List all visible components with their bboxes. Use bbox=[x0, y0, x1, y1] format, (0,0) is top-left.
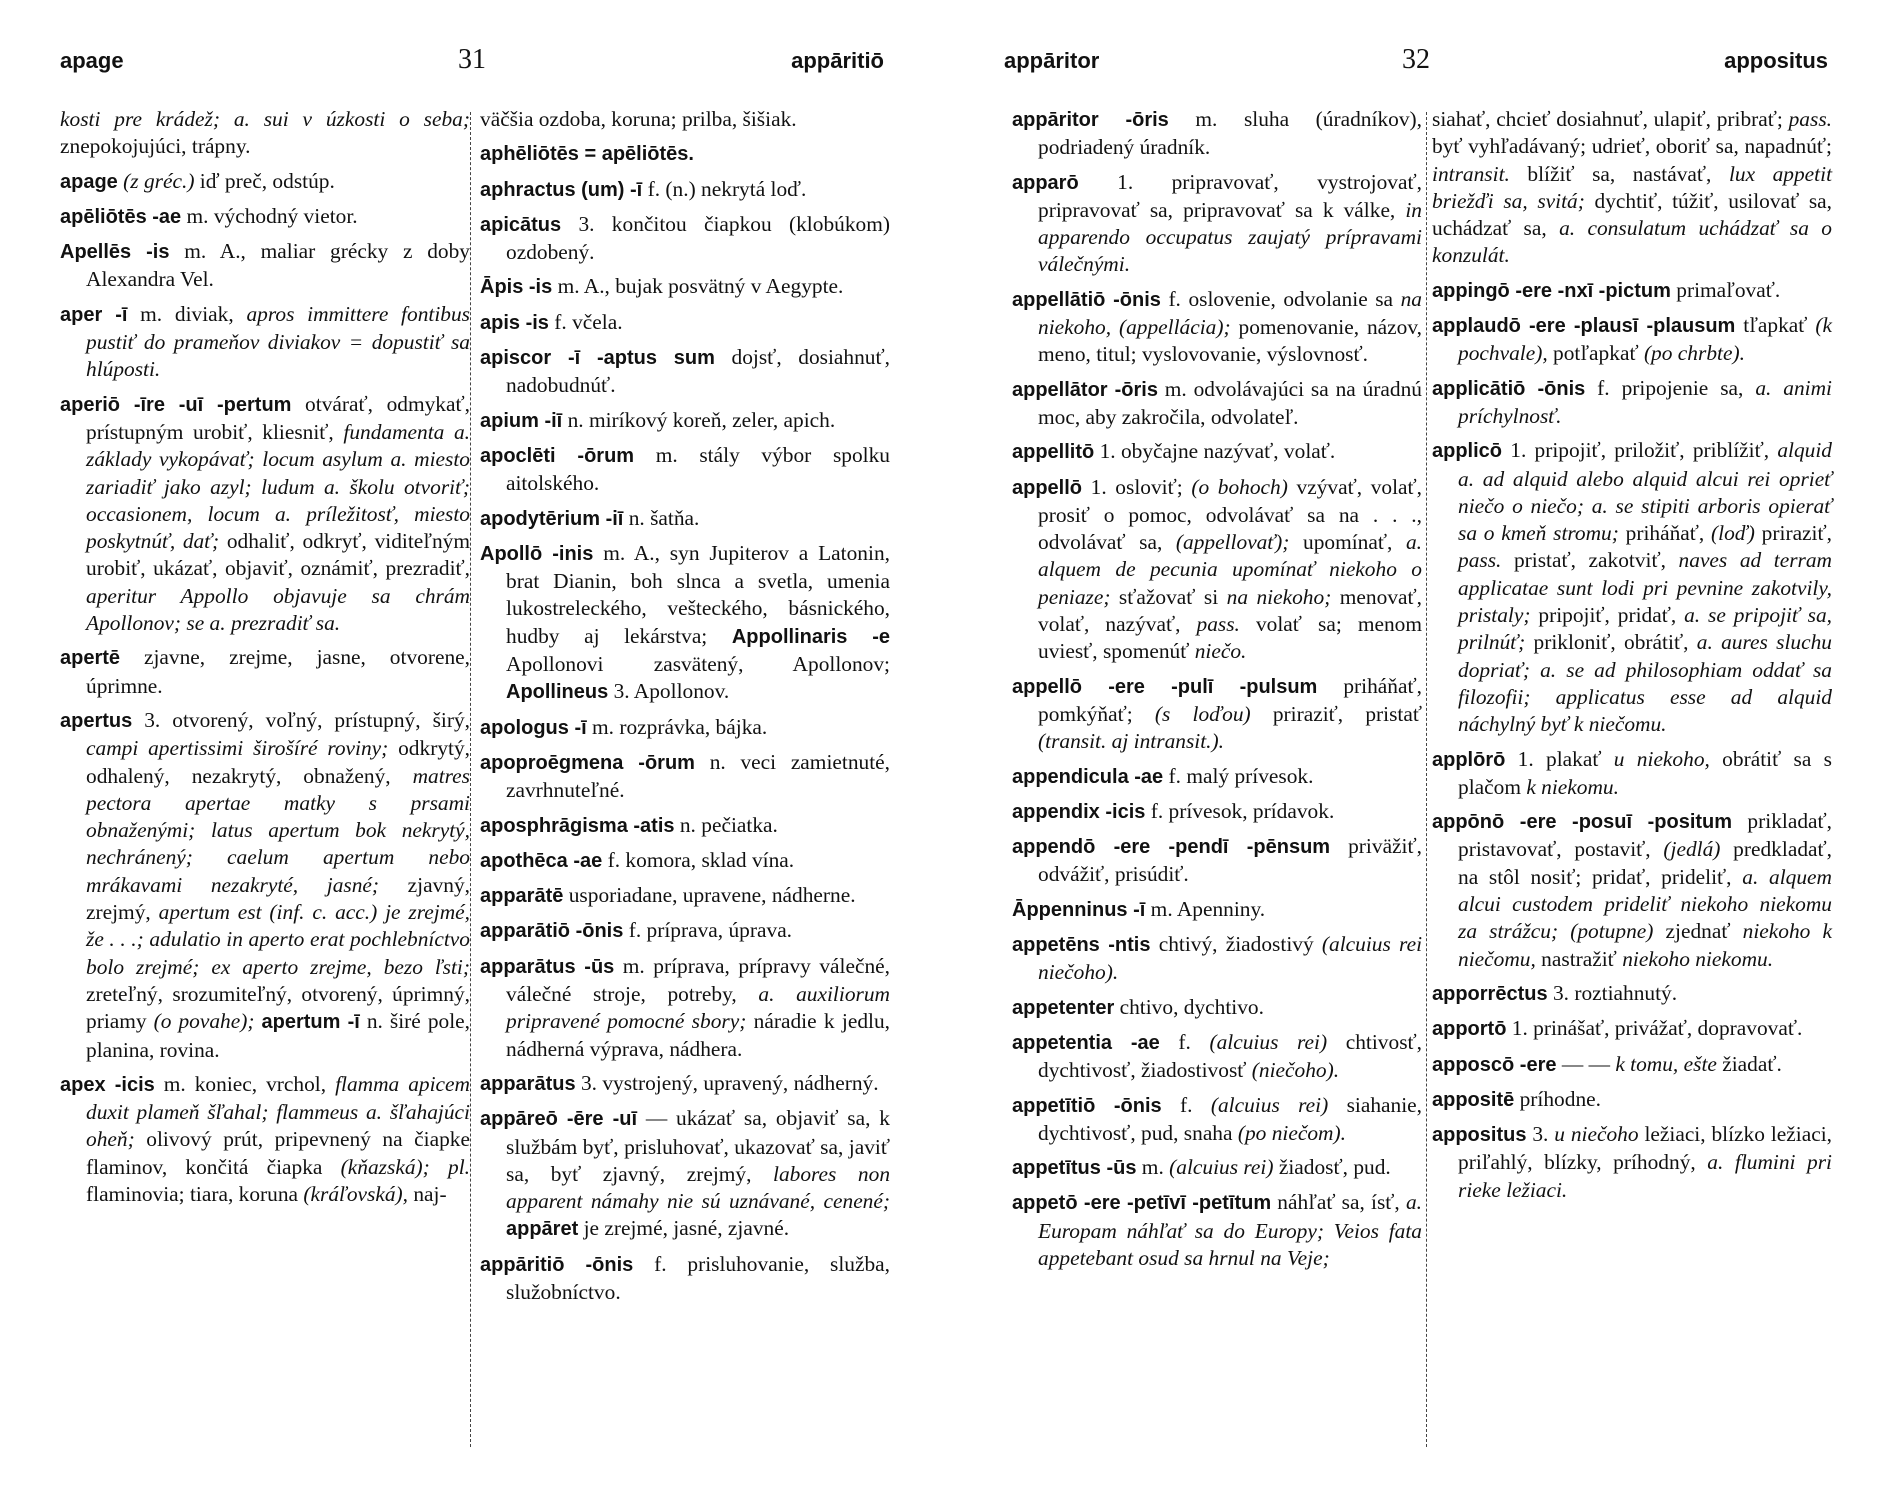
header-guide-word-left: apage bbox=[60, 48, 124, 73]
dictionary-entry-apiscor: apiscor -ī -aptus sum dojsť, dosiahnuť, nadobudnúť. bbox=[480, 345, 890, 398]
dictionary-entry-aperte: apertē zjavne, zrejme, jasne, otvorene, úprimne. bbox=[60, 645, 470, 698]
page-header bbox=[1004, 44, 1828, 80]
page-header bbox=[60, 44, 884, 80]
dictionary-entry-apertus: apertus 3. otvorený, voľný, prístupný, širý, campi apertissimi širošíré roviny; odkrytý, odhalený, nezakrytý, obnažený, matres pectora apertae matky s prsami obnaženými; latus apertum bok nekrytý, nechránený; caelum apertum nebo mrákavami nezakryté, jasné; zjavný, zrejmý, apertum est (inf. c. acc.) je zrejmé, že . . .; adulatio in aperto erat pochlebníctvo bolo zrejmé; ex aperto zrejme, bezo ľsti; zreteľný, srozumiteľný, otvorený, úprimný, priamy (o povahe); apertum -ī n. širé pole, planina, rovina. bbox=[60, 707, 470, 1062]
dictionary-entry-apis: apis -is f. včela. bbox=[480, 309, 623, 334]
dictionary-entry-apage: apage (z gréc.) iď preč, odstúp. bbox=[60, 168, 335, 193]
dictionary-entry-appetenter: appetenter chtivo, dychtivo. bbox=[1012, 994, 1264, 1019]
right-page-column-1 bbox=[1012, 106, 1422, 1279]
dictionary-entry-appenninus: Āppenninus -ī m. Apenniny. bbox=[1012, 896, 1266, 921]
dictionary-entry-appeto: appetō -ere -petīvī -petītum náhľať sa, ísť, a. Europam náhľať sa do Europy; Veios fata appetebant osud sa hrnul na Veje; bbox=[1012, 1190, 1422, 1270]
dictionary-entry-applicatio: applicātiō -ōnis f. pripojenie sa, a. animi príchylnosť. bbox=[1432, 375, 1833, 428]
dictionary-entry-appetitio: appetītiō -ōnis f. (alcuius rei) siahanie, dychtivosť, pud, snaha (po niečom). bbox=[1012, 1092, 1423, 1145]
dictionary-entry-appetens: appetēns -ntis chtivý, žiadostivý (alcuius rei niečoho). bbox=[1012, 932, 1423, 985]
dictionary-entry-apex: apex -icis m. koniec, vrchol, flamma apicem duxit plameň šľahal; flammeus a. šľahajúci oheň; olivový prút, pripevnený na čiapke flaminov, končitá čiapka (kňazská); pl. flaminovia; tiara, koruna (kráľovská), naj- bbox=[60, 1071, 470, 1206]
dictionary-entry-apodyterium: apodytērium -iī n. šatňa. bbox=[480, 505, 700, 530]
dictionary-entry-apis-m: Āpis -is m. A., bujak posvätný v Aegypte. bbox=[480, 274, 844, 299]
dictionary-entry-apporto: apportō 1. prinášať, privážať, dopravovať. bbox=[1432, 1016, 1803, 1041]
dictionary-entry-apporrectus: apporrēctus 3. roztiahnutý. bbox=[1432, 980, 1678, 1005]
header-guide-word-right: appositus bbox=[1724, 48, 1828, 73]
dictionary-entry-aper: aper -ī m. diviak, apros immittere fontibus pustiť do prameňov diviakov = dopustiť sa hlúposti. bbox=[60, 301, 470, 382]
dictionary-entry-appellito: appellitō 1. obyčajne nazývať, volať. bbox=[1012, 439, 1336, 464]
dictionary-entry-apollo: Apollō -inis m. A., syn Jupiterov a Latonin, brat Dianin, boh slnca a svetla, umenia lukostreleckého, vešteckého, básnického, hudby aj lekárstva; Appollinaris -e Apollonovi zasvätený, Apollonov; Apollineus 3. Apollonov. bbox=[480, 540, 891, 704]
dictionary-entry-apicatus: apicātus 3. končitou čiapkou (klobúkom) ozdobený. bbox=[480, 211, 890, 265]
right-page-column-2 bbox=[1432, 106, 1832, 1211]
dictionary-entry-aperio: aperiō -īre -uī -pertum otvárať, odmykať, prístupným urobiť, kliesniť, fundamenta a. základy vykopávať; locum asylum a. miesto zariadiť jako azyl; ludum a. školu otvoriť; occasionem, locum a. príležitosť, miesto poskytnúť, dať; odhaliť, odkryť, viditeľným urobiť, ukázať, objaviť, oznámiť, prezradiť, aperitur Appollo objavuje sa chrám Apollonov; se a. prezradiť sa. bbox=[60, 391, 471, 636]
dictionary-entry-apparo: apparō 1. pripravovať, vystrojovať, pripravovať sa, pripravovať sa k válke, in apparendo occupatus zaujatý prípravami válečnými. bbox=[1012, 169, 1422, 277]
dictionary-entry-kosti: kosti pre krádež; a. sui v úzkosti o seba; znepokojujúci, trápny. bbox=[60, 107, 470, 159]
dictionary-entry-appendicula: appendicula -ae f. malý prívesok. bbox=[1012, 763, 1314, 788]
dictionary-entry-applaudo: applaudō -ere -plausī -plausum tľapkať (k pochvale), potľapkať (po chrbte). bbox=[1432, 313, 1832, 366]
dictionary-entry-appendo: appendō -ere -pendī -pēnsum priväžiť, odvážiť, prisúdiť. bbox=[1012, 834, 1422, 887]
dictionary-entry-apparatio: apparātiō -ōnis f. príprava, úprava. bbox=[480, 918, 793, 943]
dictionary-entry-appareo: appāreō -ēre -uī — ukázať sa, objaviť sa, k službám byť, prisluhovať, ukazovať sa, javiť sa, byť zjavný, zrejmý, labores non apparent námahy nie sú uznávané, cenené; appāret je zrejmé, jasné, zjavné. bbox=[480, 1106, 891, 1241]
dictionary-entry-appono: appōnō -ere -posuī -positum prikladať, pristavovať, postaviť, (jedlá) predkladať, na stôl nosiť; pridať, prideliť, a. alquem alcui custodem prideliť niekoho niekomu za strážcu; (potupne) zjednať niekoho k niečomu, nastražiť niekoho niekomu. bbox=[1432, 809, 1832, 971]
dictionary-entry-apotheca: apothēca -ae f. komora, sklad vína. bbox=[480, 847, 795, 872]
left-page-column-2 bbox=[480, 106, 890, 1313]
dictionary-entry-aphractus: aphractus (um) -ī f. (n.) nekrytá loď. bbox=[480, 176, 807, 201]
dictionary-entry-apposco: apposcō -ere — — k tomu, ešte žiadať. bbox=[1432, 1051, 1782, 1076]
dictionary-entry-apparitio: appāritiō -ōnis f. prisluhovanie, služba, služobníctvo. bbox=[480, 1251, 890, 1304]
dictionary-entry-apparatus1: apparātus -ūs m. príprava, prípravy válečné, válečné stroje, potreby, a. auxiliorum pripravené pomocné sbory; náradie k jedlu, nádherná výprava, nádhera. bbox=[480, 953, 890, 1061]
dictionary-entry-appendix: appendix -icis f. prívesok, prídavok. bbox=[1012, 798, 1335, 823]
dictionary-entry-appello1: appellō 1. osloviť; (o bohoch) vzývať, volať, prosiť o pomoc, odvolávať sa na . . ., odvolávať sa, (appellovať); upomínať, a. alquem de pecunia upomínať niekoho o peniaze; sťažovať si na niekoho; menovať, volať, nazývať, pass. volať sa; menom uviesť, spomenúť niečo. bbox=[1012, 474, 1423, 664]
right-page bbox=[944, 0, 1888, 1500]
dictionary-entry-apposite: appositē príhodne. bbox=[1432, 1086, 1601, 1111]
dictionary-entry-apocleti: apoclēti -ōrum m. stály výbor spolku aitolského. bbox=[480, 442, 890, 496]
dictionary-entry-appellatio: appellātiō -ōnis f. oslovenie, odvolanie sa na niekoho, (appellácia); pomenovanie, názov, meno, titul; vyslovovanie, výslovnosť. bbox=[1012, 286, 1422, 367]
dictionary-entry-appositus: appositus 3. u niečoho ležiaci, blízko ležiaci, priľahlý, blízky, príhodný, a. flumini pri rieke ležiaci. bbox=[1432, 1122, 1832, 1202]
dictionary-entry-apoproegmena: apoproēgmena -ōrum n. veci zamietnuté, zavrhnuteľné. bbox=[480, 749, 891, 803]
dictionary-entry-apparitor: appāritor -ōris m. sluha (úradníkov), podriadený úradník. bbox=[1012, 107, 1422, 160]
header-guide-word-right: appāritiō bbox=[791, 48, 884, 73]
dictionary-entry-apeliotes: apēliōtēs -ae m. východný vietor. bbox=[60, 203, 358, 228]
dictionary-entry-apelles: Apellēs -is m. A., maliar grécky z doby Alexandra Vel. bbox=[60, 239, 470, 292]
dictionary-entry-vacsia: väčšia ozdoba, koruna; prilba, šišiak. bbox=[480, 107, 797, 131]
dictionary-entry-aploro: applōrō 1. plakať u niekoho, obrátiť sa s plačom k niekomu. bbox=[1432, 746, 1832, 799]
dictionary-entry-apheliotes: aphēliōtēs = apēliōtēs. bbox=[480, 143, 694, 166]
column-divider bbox=[1426, 112, 1427, 1447]
page-number: 31 bbox=[458, 44, 486, 75]
dictionary-entry-aposphragisma: aposphrāgisma -atis n. pečiatka. bbox=[480, 812, 778, 837]
dictionary-entry-applico: applicō 1. pripojiť, priložiť, priblížiť, alquid a. ad alquid alebo alquid alcui rei oprieť niečo o niečo; a. se stipiti arboris opierať sa o kmeň stromu; priháňať, (loď) priraziť, pass. pristať, zakotviť, naves ad terram applicatae sunt lodi pri pevnine zakotvily, pristaly; pripojiť, pridať, a. se pripojiť sa, prilnúť; prikloniť, obrátiť, a. aures sluchu dopriať; a. se ad philosophiam oddať sa filozofii; applicatus esse ad alquid náchylný byť k niečomu. bbox=[1432, 438, 1833, 737]
dictionary-entry-apologus: apologus -ī m. rozprávka, bájka. bbox=[480, 714, 768, 739]
left-page-column-1 bbox=[60, 106, 470, 1215]
dictionary-entry-appello3: appellō -ere -pulī -pulsum priháňať, pomkýňať; (s loďou) priraziť, pristať (transit. aj intransit.). bbox=[1012, 673, 1422, 754]
dictionary-entry-appingo: appingō -ere -nxī -pictum primaľovať. bbox=[1432, 277, 1781, 302]
dictionary-entry-siahat: siahať, chcieť dosiahnuť, ulapiť, pribrať; pass. byť vyhľadávaný; udrieť, oboriť sa, napadnúť; intransit. blížiť sa, nastávať, lux appetit briežďi sa, svitá; dychtiť, túžiť, usilovať sa, uchádzať sa, a. consulatum uchádzať sa o konzulát. bbox=[1432, 107, 1833, 268]
header-guide-word-left: appāritor bbox=[1004, 48, 1100, 73]
dictionary-entry-appellator: appellātor -ōris m. odvolávajúci sa na úradnú moc, aby zakročila, odvolateľ. bbox=[1012, 376, 1422, 429]
dictionary-entry-apium: apium -iī n. miríkový koreň, zeler, apich. bbox=[480, 407, 836, 432]
dictionary-entry-appetentia: appetentia -ae f. (alcuius rei) chtivosť, dychtivosť, žiadostivosť (niečoho). bbox=[1012, 1029, 1423, 1083]
column-divider bbox=[470, 112, 471, 1447]
dictionary-entry-appetitus: appetītus -ūs m. (alcuius rei) žiadosť, pud. bbox=[1012, 1155, 1391, 1180]
page-number: 32 bbox=[1402, 44, 1430, 75]
dictionary-entry-apparate: apparātē usporiadane, upravene, nádherne. bbox=[480, 883, 856, 908]
dictionary-entry-apparatus2: apparātus 3. vystrojený, upravený, nádherný. bbox=[480, 1070, 879, 1095]
